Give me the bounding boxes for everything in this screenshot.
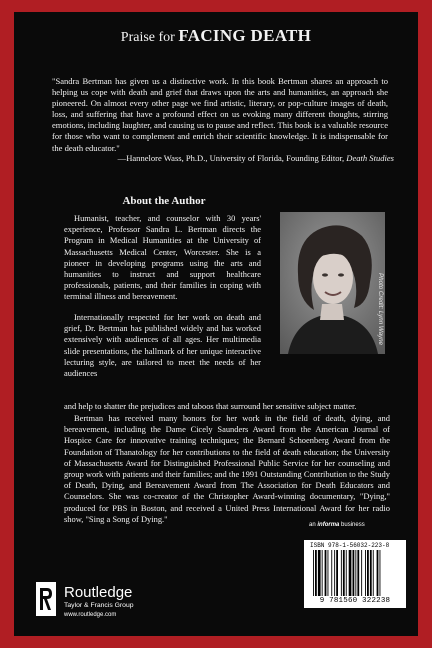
barcode-bars [312, 550, 400, 596]
informa-brand: informa [317, 522, 340, 528]
praise-quote: "Sandra Bertman has given us a distinctive work. In this book Bertman shares an approach to helping us cope with death and grief that draws upon the arts and humanities, an approach she pioneered. On almost every other page we find artistic, literary, or pop-culture images of death, loss, and suffering that have a profound effect on us evoking many different thoughts, stirring emotions, including laughter, and causing us to pause and reflect. This book is a valuable resource for those who want to complement and enrich their scientific knowledge. It is indispensable for the death educator." [52, 76, 388, 153]
photo-credit: Photo Credit: Lynn Wayne [377, 273, 384, 346]
routledge-r-icon [36, 582, 56, 616]
bio-paragraph-1: Humanist, teacher, and counselor with 30 years' experience, Professor Sandra L. Bertman directs the Program in Medical Humanities at the University of Massachusetts Medical Center, Worcester. She is a pioneer in developing programs using the arts and humanities to instruct and support healthcare professionals, patients, and their families in coping with terminal illness and bereavement. [64, 213, 261, 302]
bio-paragraph-3: Bertman has received many honors for her work in the field of death, dying, and bereavement, including the Dame Cicely Saunders Award from the American Journal of Hospice Care for innovative training techniques; the Bernard Schoenberg Award from the Foundation of Thanatology for her contributions to the field of death education; the University of Massachusetts Award for Distinguished Professional Public Service for her counseling and group work with patients and their families; and the 1991 Outstanding Contribution to the Study of Death, Dying, and Bereavement Award from The Association for Death Educators and Counselors. She was co-creator of the Christopher Award-winning documentary, "Dying," produced for PBS in Boston, and received a United Press International Award for her radio show, "Sing a Song of Dying." [64, 413, 390, 524]
publisher-url: www.routledge.com [64, 612, 117, 618]
isbn-label: ISBN 978-1-56032-223-8 [310, 542, 390, 549]
praise-heading [14, 26, 418, 46]
isbn-barcode [304, 540, 406, 608]
business-suffix: business [341, 522, 365, 528]
author-photo [280, 212, 385, 354]
book-title: FACING DEATH [178, 26, 312, 45]
publisher-name: Routledge [64, 584, 133, 601]
informa-business-line [309, 522, 365, 528]
publisher-group: Taylor & Francis Group [64, 602, 134, 609]
back-cover [14, 12, 418, 636]
bio-paragraph-2: Internationally respected for her work on death and grief, Dr. Bertman has published widely and has worked extensively with audiences of all ages. Her multimedia slide presentations, the hallmark of her unique interactive lecturing style, are tailored to meet the needs of her audiences [64, 312, 261, 379]
about-author-heading: About the Author [122, 195, 206, 207]
attribution-text: —Hannelore Wass, Ph.D., University of Florida, Founding Editor, [117, 153, 345, 163]
bio-paragraph-2-tail: and help to shatter the prejudices and taboos that surround her sensitive subject matter. [64, 401, 357, 411]
barcode-digits: 9 781560 322238 [319, 597, 391, 605]
quote-attribution [74, 153, 394, 163]
attribution-journal: Death Studies [346, 153, 394, 163]
business-prefix: an [309, 522, 316, 528]
praise-prefix: Praise for [120, 30, 175, 45]
